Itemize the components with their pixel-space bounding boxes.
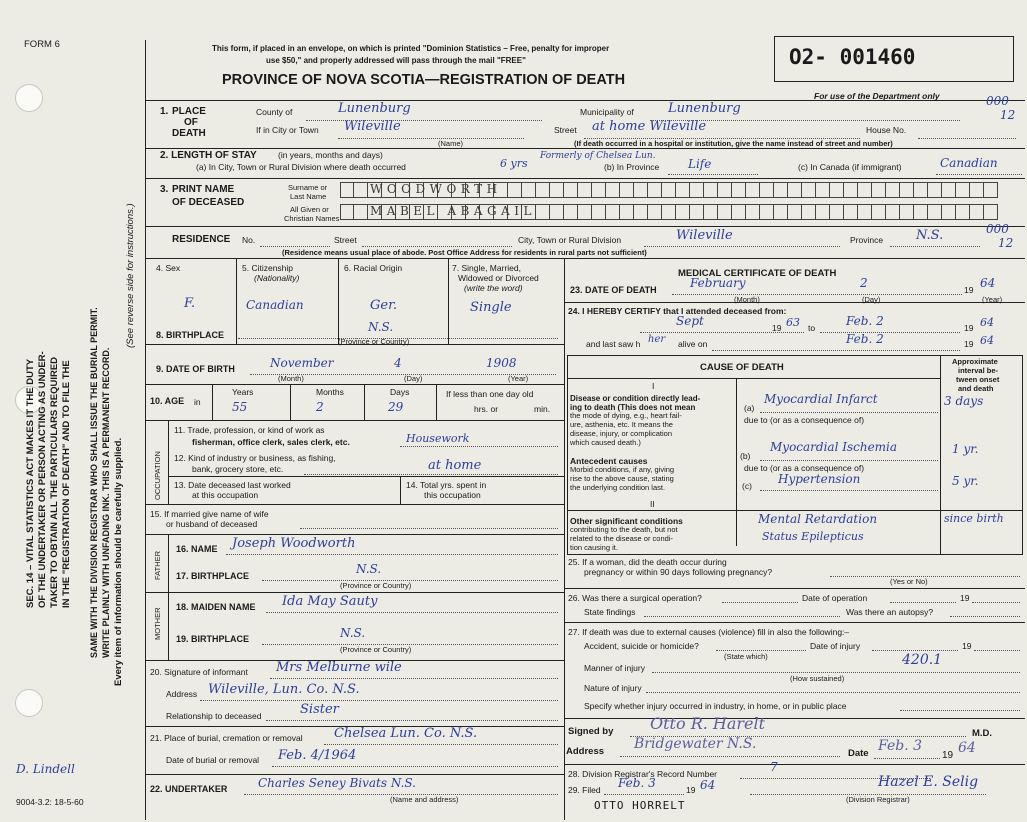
side-instruction-3: TAKER TO OBTAIN ALL THE PARTICULARS REQUIRED: [49, 356, 60, 608]
industry-value: at home: [428, 458, 482, 473]
punch-hole-top: [15, 84, 43, 112]
mother-side-label: MOTHER: [153, 607, 162, 640]
interval-1: Approximate: [952, 357, 998, 366]
occupation-side-label: OCCUPATION: [153, 451, 162, 500]
other-3: related to the disease or condi-: [570, 534, 673, 543]
part-two: II: [650, 499, 655, 509]
birthplace-value: N.S.: [368, 320, 394, 334]
marital-label-2: Widowed or Divorced: [458, 273, 539, 283]
dob-year-caption: (Year): [508, 374, 529, 383]
other-2: contributing to the death, but not: [570, 525, 678, 534]
years-value: 55: [232, 400, 248, 414]
interval-other: since birth: [944, 512, 1004, 525]
stay-note-a: Formerly of Chelsea Lun.: [540, 151, 656, 161]
less-than-2: hrs. or: [474, 404, 499, 414]
filed-date: Feb. 3: [618, 776, 656, 790]
county-value: Lunenburg: [338, 101, 411, 116]
signed-year: 64: [958, 740, 976, 756]
punch-hole-bottom: [15, 689, 43, 717]
other-value-2: Status Epilepticus: [762, 530, 864, 543]
place-num: 1.: [160, 106, 169, 117]
place-label-2: OF: [184, 117, 198, 128]
racial-label: 6. Racial Origin: [344, 263, 403, 273]
surgery-label: 26. Was there a surgical operation?: [568, 593, 702, 603]
due-to-b: due to (or as a consequence of): [744, 463, 865, 473]
mother-province-caption: (Province or Country): [340, 645, 412, 654]
residence-note: (Residence means usual place of abode. Post Office Address for residents in rural parts not sufficient): [282, 248, 647, 257]
side-instruction-2: OF THE UNDERTAKER OR PERSON ACTING AS UNDER-: [37, 351, 48, 608]
dept-use-note: For use of the Department only: [814, 91, 940, 101]
surname-value: WOODWORTH: [370, 182, 502, 196]
cause-title: CAUSE OF DEATH: [700, 362, 784, 373]
city-label: If in City or Town: [256, 125, 319, 135]
disease-2: ing to death (This does not mean: [570, 403, 696, 412]
stay-line-c: (c) In Canada (if immigrant): [798, 162, 902, 172]
signed-date: Feb. 3: [878, 738, 923, 754]
father-name-label: 16. NAME: [176, 544, 218, 554]
dept-code-2: 12: [1000, 108, 1016, 122]
county-label: County of: [256, 107, 293, 117]
autopsy-label: Was there an autopsy?: [846, 607, 934, 617]
interval-2: interval be-: [958, 366, 999, 375]
total-years-label-2: this occupation: [424, 490, 481, 500]
external-label: 27. If death was due to external causes (violence) fill in also the following:–: [568, 627, 850, 637]
racial-value: Ger.: [370, 298, 397, 313]
father-birthplace: N.S.: [356, 562, 382, 576]
record-label: 28. Division Registrar's Record Number: [568, 769, 718, 779]
marital-label-3: (write the word): [464, 283, 523, 293]
registrar-signature: Hazel E. Selig: [878, 774, 979, 790]
trade-label-1: 11. Trade, profession, or kind of work as: [174, 425, 325, 435]
stamped-name: OTTO HORRELT: [594, 799, 686, 812]
margin-initials: D. Lindell: [16, 762, 75, 776]
age-in: in: [194, 397, 201, 407]
injury-date-label: Date of injury: [810, 641, 861, 651]
street-label: Street: [554, 125, 577, 135]
mother-birthplace-label: 19. BIRTHPLACE: [176, 634, 250, 644]
dob-year: 1908: [486, 356, 517, 370]
last-saw-value: her: [648, 334, 666, 345]
informant-signature: Mrs Melburne wile: [276, 660, 402, 675]
years-label: Years: [232, 387, 254, 397]
burial-date-label: Date of burial or removal: [166, 755, 260, 765]
months-label: Months: [316, 387, 344, 397]
trade-value: Housework: [406, 432, 470, 445]
filed-label: 29. Filed: [568, 785, 601, 795]
marital-label-1: 7. Single, Married,: [452, 263, 521, 273]
residence-street-label: Street: [334, 235, 357, 245]
sex-label: 4. Sex: [156, 263, 181, 273]
residence-province-label: Province: [850, 235, 884, 245]
pregnancy-1: 25. If a woman, did the death occur during: [568, 557, 727, 567]
attend-from: Sept: [676, 314, 704, 328]
last-saw-date: Feb. 2: [846, 332, 884, 346]
citizenship-label: 5. Citizenship: [242, 263, 294, 273]
given-label-2: Christian Names: [284, 214, 340, 223]
citizenship-sub: (Nationality): [254, 273, 300, 283]
manner-label: Manner of injury: [584, 663, 645, 673]
mother-birthplace: N.S.: [340, 626, 366, 640]
spouse-label-1: 15. If married give name of wife: [150, 509, 269, 519]
mother-maiden: Ida May Sauty: [282, 594, 378, 609]
last-saw-prefix: 19: [964, 339, 974, 349]
disease-6: which caused death.): [570, 438, 641, 447]
residence-no-label: No.: [242, 235, 256, 245]
registration-number-box: [774, 36, 1014, 82]
antecedent-1: Antecedent causes: [570, 456, 648, 466]
death-day: 2: [860, 276, 868, 290]
side-instruction-6: WRITE PLAINLY WITH UNFADING INK. THIS IS A PERMANENT RECORD.: [101, 347, 111, 658]
dob-month-caption: (Month): [278, 374, 304, 383]
institution-note: (If death occurred in a hospital or institution, give the name instead of street and number): [574, 139, 893, 148]
pregnancy-2: pregnancy or within 90 days following pregnancy?: [584, 567, 773, 577]
yes-no-caption: (Yes or No): [890, 577, 928, 586]
disease-1: Disease or condition directly lead-: [570, 394, 701, 403]
deceased-label-2: OF DECEASED: [172, 197, 245, 208]
cause-c-label: (c): [742, 481, 752, 491]
stay-value-a: 6 yrs: [500, 157, 528, 170]
birthplace-caption: (Province or Country): [338, 337, 410, 346]
stay-value-b: Life: [688, 157, 712, 171]
cause-b: Myocardial Ischemia: [770, 440, 898, 454]
marital-value: Single: [470, 300, 512, 315]
stay-line-b: (b) In Province: [604, 162, 660, 172]
disease-4: ure, asthenia, etc. It means the: [570, 420, 673, 429]
md-label: M.D.: [972, 728, 993, 739]
side-instruction-8: (See reverse side for instructions.): [125, 203, 136, 348]
death-year: 64: [980, 276, 996, 290]
father-birthplace-label: 17. BIRTHPLACE: [176, 571, 250, 581]
cause-a-label: (a): [744, 403, 755, 413]
given-label-1: All Given or: [290, 205, 329, 214]
attend-from-prefix: 19: [772, 323, 782, 333]
nature-label: Nature of injury: [584, 683, 642, 693]
side-instruction-1: SEC. 14 – VITAL STATISTICS ACT MAKES IT THE DUTY: [25, 358, 36, 608]
form-number: FORM 6: [24, 39, 60, 50]
other-value-1: Mental Retardation: [758, 512, 878, 526]
death-year-prefix: 19: [964, 285, 974, 295]
cause-a: Myocardial Infarct: [764, 392, 878, 406]
record-number: 7: [770, 760, 778, 774]
specify-label: Specify whether injury occurred in industry, in home, or in public place: [584, 701, 847, 711]
city-value: Wileville: [344, 119, 401, 134]
name-caption: (Name): [438, 139, 464, 148]
house-label: House No.: [866, 125, 907, 135]
date-of-death-label: 23. DATE OF DEATH: [570, 285, 657, 295]
injury-year: 19: [962, 641, 972, 651]
attend-to: Feb. 2: [846, 314, 884, 328]
residence-province: N.S.: [916, 228, 944, 243]
dob-month: November: [270, 356, 334, 370]
death-month: February: [690, 276, 746, 290]
signed-label: Signed by: [568, 726, 614, 737]
father-side-label: FATHER: [153, 550, 162, 580]
undertaker-label: 22. UNDERTAKER: [150, 784, 228, 794]
dob-day: 4: [394, 356, 402, 370]
trade-label-2: fisherman, office clerk, sales clerk, etc.: [192, 437, 350, 447]
side-instruction-5: SAME WITH THE DIVISION REGISTRAR WHO SHALL ISSUE THE BURIAL PERMIT.: [89, 307, 99, 658]
last-saw-year: 64: [980, 334, 994, 347]
antecedent-3: rise to the above cause, stating: [570, 474, 674, 483]
months-value: 2: [316, 400, 324, 414]
cause-c: Hypertension: [778, 472, 861, 486]
dob-label: 9. DATE OF BIRTH: [156, 364, 235, 374]
signed-by: Otto R. Harelt: [650, 714, 766, 733]
death-month-caption: (Month): [734, 295, 760, 304]
residence-city-label: City, Town or Rural Division: [518, 235, 622, 245]
form-code: 9004-3.2: 18-5-60: [16, 797, 84, 807]
place-label-1: PLACE: [172, 106, 206, 117]
burial-label: 21. Place of burial, cremation or removal: [150, 733, 303, 743]
days-label: Days: [390, 387, 410, 397]
certify-label: 24. I HEREBY CERTIFY that I attended deceased from:: [568, 306, 787, 316]
deceased-label-1: PRINT NAME: [172, 184, 235, 195]
state-findings: State findings: [584, 607, 636, 617]
other-1: Other significant conditions: [570, 516, 683, 526]
birthplace-label: 8. BIRTHPLACE: [156, 330, 225, 340]
last-worked-label-1: 13. Date deceased last worked: [174, 480, 291, 490]
total-years-label-1: 14. Total yrs. spent in: [406, 480, 487, 490]
other-4: tion causing it.: [570, 543, 618, 552]
interval-c: 5 yr.: [952, 474, 979, 488]
relationship-label: Relationship to deceased: [166, 711, 262, 721]
interval-b: 1 yr.: [952, 442, 979, 456]
residence-label: RESIDENCE: [172, 234, 231, 245]
street-value: at home Wileville: [592, 119, 707, 134]
given-value: MABEL ABAGAIL: [370, 204, 536, 218]
industry-label-2: bank, grocery store, etc.: [192, 464, 284, 474]
side-instruction-7: Every item of information should be carefully supplied.: [113, 437, 124, 686]
stay-value-c: Canadian: [940, 156, 998, 170]
part-one: I: [652, 381, 655, 391]
last-saw-label: and last saw h: [586, 339, 641, 349]
registration-number: O2- 001460: [789, 45, 916, 69]
mother-maiden-label: 18. MAIDEN NAME: [176, 602, 256, 612]
age-label: 10. AGE: [150, 396, 185, 406]
surgery-date-label: Date of operation: [802, 593, 868, 603]
alive-on-label: alive on: [678, 339, 708, 349]
undertaker-value: Charles Seney Bivats N.S.: [258, 776, 416, 790]
burial-place: Chelsea Lun. Co. N.S.: [334, 726, 478, 741]
interval-3: tween onset: [956, 375, 1000, 384]
municipality-label: Municipality of: [580, 107, 634, 117]
registrar-caption: (Division Registrar): [846, 795, 910, 804]
accident-label: Accident, suicide or homicide?: [584, 641, 699, 651]
relationship-value: Sister: [300, 702, 339, 717]
form-title: PROVINCE OF NOVA SCOTIA—REGISTRATION OF DEATH: [222, 72, 626, 88]
residence-code-1: 000: [986, 222, 1009, 236]
dob-day-caption: (Day): [404, 374, 423, 383]
attend-from-year: 63: [786, 316, 800, 329]
father-name: Joseph Woodworth: [232, 536, 356, 551]
state-which-caption: (State which): [724, 652, 768, 661]
burial-date: Feb. 4/1964: [278, 748, 357, 763]
informant-address: Wileville, Lun. Co. N.S.: [208, 682, 360, 697]
municipality-value: Lunenburg: [668, 101, 741, 116]
residence-city: Wileville: [676, 228, 733, 243]
sex-value: F.: [184, 296, 196, 311]
last-worked-label-2: at this occupation: [192, 490, 259, 500]
days-value: 29: [388, 400, 404, 414]
death-year-caption: (Year): [982, 295, 1003, 304]
less-than-3: min.: [534, 404, 551, 414]
interval-4: and death: [958, 384, 994, 393]
disease-3: the mode of dying, e.g., heart fail-: [570, 411, 682, 420]
side-instruction-4: IN THE "REGISTRATION OF DEATH" AND TO FILE THE: [61, 360, 72, 608]
filed-year: 64: [700, 778, 716, 792]
antecedent-4: the underlying condition last.: [570, 483, 666, 492]
due-to-a: due to (or as a consequence of): [744, 415, 865, 425]
attend-to-label: to: [808, 323, 816, 333]
attend-to-prefix: 19: [964, 323, 974, 333]
deceased-num: 3.: [160, 184, 169, 195]
injury-code: 420.1: [902, 652, 943, 668]
stay-line-a: (a) In City, Town or Rural Division where death occurred: [196, 162, 406, 172]
signed-date-label: Date: [848, 748, 869, 759]
death-day-caption: (Day): [862, 295, 881, 304]
informant-label: 20. Signature of informant: [150, 667, 248, 677]
stay-label: 2. LENGTH OF STAY: [160, 150, 257, 161]
place-label-3: DEATH: [172, 128, 206, 139]
cause-b-label: (b): [740, 451, 751, 461]
how-sustained-caption: (How sustained): [790, 674, 845, 683]
attend-to-year: 64: [980, 316, 994, 329]
medical-title: MEDICAL CERTIFICATE OF DEATH: [678, 268, 837, 279]
citizenship-value: Canadian: [246, 298, 304, 312]
antecedent-2: Morbid conditions, if any, giving: [570, 465, 675, 474]
spouse-label-2: or husband of deceased: [166, 519, 258, 529]
industry-label-1: 12. Kind of industry or business, as fishing,: [174, 453, 336, 463]
address-label: Address: [566, 746, 605, 757]
surname-label-1: Surname or: [288, 183, 328, 192]
envelope-note-2: use $50," and properly addressed will pass through the mail "FREE": [266, 56, 526, 65]
residence-code-2: 12: [998, 236, 1014, 250]
informant-address-label: Address: [166, 689, 198, 699]
dept-code-1: 000: [986, 94, 1009, 108]
less-than-1: If less than one day old: [446, 389, 534, 399]
stay-label-note: (in years, months and days): [278, 150, 383, 160]
doctor-address: Bridgewater N.S.: [634, 736, 757, 752]
undertaker-caption: (Name and address): [390, 795, 459, 804]
signed-year-prefix: 19: [942, 750, 954, 761]
surname-label-2: Last Name: [290, 192, 327, 201]
father-province-caption: (Province or Country): [340, 581, 412, 590]
filed-year-prefix: 19: [686, 785, 696, 795]
surgery-year: 19: [960, 593, 970, 603]
disease-5: disease, injury, or complication: [570, 429, 672, 438]
interval-a: 3 days: [944, 394, 984, 408]
envelope-note-1: This form, if placed in an envelope, on which is printed "Dominion Statistics – Free, penalty for improper: [212, 44, 610, 53]
